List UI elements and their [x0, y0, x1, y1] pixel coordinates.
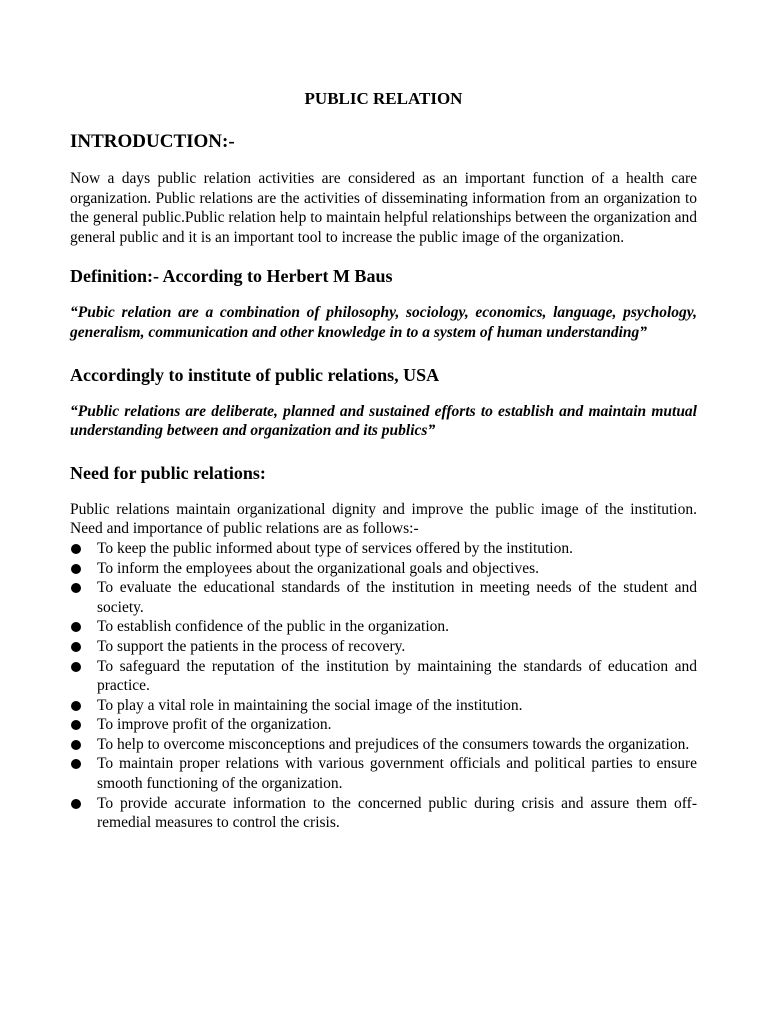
- list-item: [70, 637, 697, 657]
- list-item: [70, 617, 697, 637]
- list-item: [70, 578, 697, 617]
- list-item-text: To keep the public informed about type of services offered by the institution.: [97, 539, 573, 557]
- introduction-paragraph: Now a days public relation activities are considered as an important function of a health care organization. Public relations are the activities of disseminating information from an organization to the general public.Public relation help to maintain helpful relationships between the organization and general public and it is an important tool to increase the public image of the organization.: [70, 170, 697, 246]
- bullet-icon: [71, 564, 81, 574]
- list-item: [70, 657, 697, 696]
- list-item: [70, 696, 697, 716]
- need-list: [70, 539, 697, 833]
- list-item: [70, 715, 697, 735]
- list-item: [70, 539, 697, 559]
- list-item: [70, 735, 697, 755]
- list-item-text: To support the patients in the process of recovery.: [97, 637, 406, 655]
- bullet-icon: [71, 622, 81, 632]
- definition-quote: “Pubic relation are a combination of philosophy, sociology, economics, language, psychology, generalism, communication and other knowledge in to a system of human understanding”: [70, 304, 697, 341]
- bullet-icon: [71, 662, 81, 672]
- need-heading: Need for public relations:: [70, 462, 266, 483]
- bullet-icon: [71, 642, 81, 652]
- institute-heading: Accordingly to institute of public relations, USA: [70, 364, 440, 385]
- list-item-text: To play a vital role in maintaining the social image of the institution.: [97, 696, 523, 714]
- list-item-text: To improve profit of the organization.: [97, 716, 332, 734]
- list-item-text: To evaluate the educational standards of the institution in meeting needs of the student and society.: [97, 579, 697, 616]
- list-item-text: To provide accurate information to the concerned public during crisis and assure them off-remedial measures to control the crisis.: [97, 794, 697, 832]
- list-item-text: To maintain proper relations with various government officials and political parties to ensure smooth functioning of the organization.: [97, 755, 697, 793]
- list-item: [70, 794, 697, 833]
- introduction-heading: INTRODUCTION:-: [70, 131, 235, 152]
- bullet-icon: [71, 583, 81, 593]
- list-item-text: To establish confidence of the public in the organization.: [97, 618, 450, 636]
- bullet-icon: [71, 799, 81, 809]
- list-item: [70, 754, 697, 793]
- document-page: [70, 88, 697, 833]
- bullet-icon: [71, 740, 81, 750]
- list-item: [70, 559, 697, 579]
- list-item-text: To inform the employees about the organizational goals and objectives.: [97, 559, 539, 577]
- institute-quote: “Public relations are deliberate, planned and sustained efforts to establish and maintain mutual understanding between and organization and its publics”: [70, 402, 697, 440]
- list-item-text: To safeguard the reputation of the institution by maintaining the standards of education and practice.: [97, 657, 697, 695]
- list-item-text: To help to overcome misconceptions and prejudices of the consumers towards the organization.: [97, 735, 690, 753]
- bullet-icon: [71, 720, 81, 730]
- document-title: PUBLIC RELATION: [304, 89, 463, 108]
- definition-heading: Definition:- According to Herbert M Baus: [70, 266, 393, 287]
- bullet-icon: [71, 701, 81, 711]
- bullet-icon: [71, 544, 81, 554]
- need-intro-paragraph: Public relations maintain organizational dignity and improve the public image of the institution. Need and importance of public relations are as follows:-: [70, 500, 697, 538]
- bullet-icon: [71, 759, 81, 769]
